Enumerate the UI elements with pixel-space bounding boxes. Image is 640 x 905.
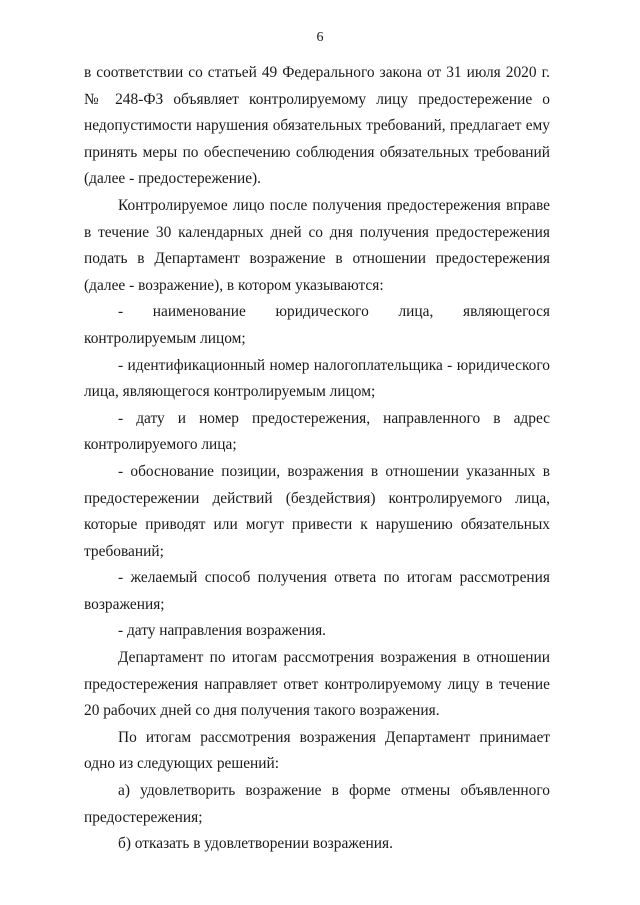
list-item-taxpayer-id: - идентификационный номер налогоплательщика - юридического лица, являющегося контролируемым лицом; (84, 356, 550, 401)
list-item-objection-date: - дату направления возражения. (118, 622, 327, 640)
decision-option-b: б) отказать в удовлетворении возражения. (118, 835, 393, 853)
paragraph-response-deadline: Департамент по итогам рассмотрения возражения в отношении предостережения направляет ответ контролируемому лицу в течение 20 рабочих дней со дня получения такого возражения. (84, 649, 550, 720)
list-item-response-method: - желаемый способ получения ответа по итогам рассмотрения возражения; (84, 569, 550, 613)
paragraph-legal-basis: в соответствии со статьей 49 Федерального закона от 31 июля 2020 г. № 248-ФЗ объявляет контролируемому лицу предостережение о недопустимости нарушения обязательных требований, предлагает ему принять меры по обеспечению соблюдения обязательных требований (далее - предостережение). (84, 64, 550, 188)
page-number: 6 (316, 30, 324, 45)
paragraph-objection-right: Контролируемое лицо после получения предостережения вправе в течение 30 календарных дней со дня получения предостережения подать в Департамент возражение в отношении предостережения (далее - возражение), в котором указываются: (84, 196, 550, 294)
list-item-warning-date-number: - дату и номер предостережения, направленного в адрес контролируемого лица; (84, 409, 550, 454)
list-item-entity-name: - наименование юридического лица, являющегося контролируемым лицом; (84, 303, 550, 347)
paragraph-decisions-intro: По итогам рассмотрения возражения Департамент принимает одно из следующих решений: (84, 728, 550, 773)
document-body (84, 60, 550, 858)
decision-option-a: а) удовлетворить возражение в форме отмены объявленного предостережения; (84, 782, 550, 826)
list-item-justification: - обоснование позиции, возражения в отношении указанных в предостережении действий (бездействия) контролируемого лица, которые приводят или могут привести к нарушению обязательных требований; (84, 462, 550, 560)
